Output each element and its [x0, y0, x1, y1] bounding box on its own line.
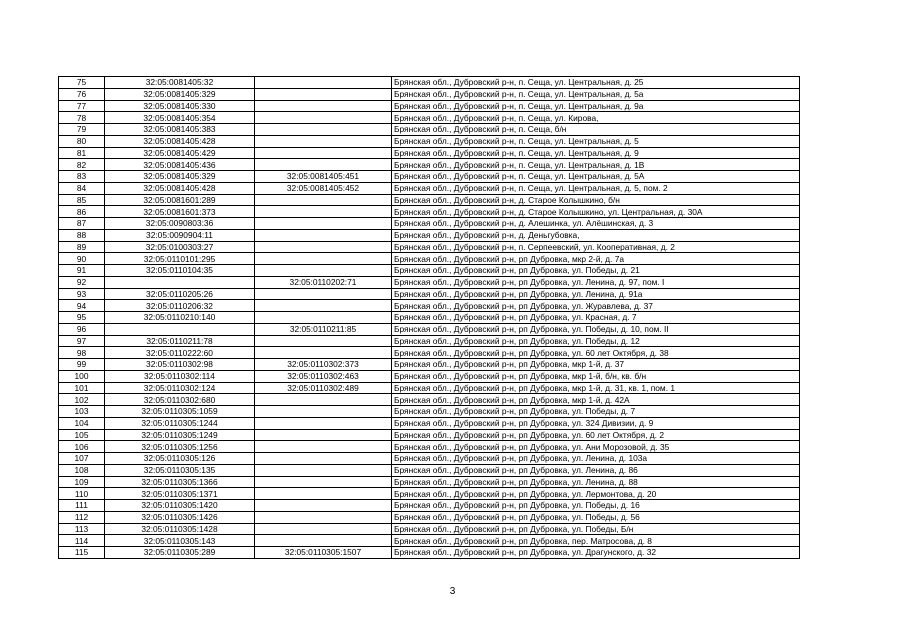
parent-cadastral-number-cell	[255, 112, 392, 124]
parent-cadastral-number-cell: 32:05:0110211:85	[255, 323, 392, 335]
row-number-cell: 79	[59, 124, 105, 136]
table-row	[59, 288, 800, 300]
table-row	[59, 511, 800, 523]
table-row	[59, 171, 800, 183]
cadastral-number-cell: 32:05:0090803:36	[105, 218, 255, 230]
address-cell: Брянская обл., Дубровский р-н, рп Дубровка, ул. Ленина, д. 88	[392, 476, 800, 488]
parent-cadastral-number-cell: 32:05:0110305:1507	[255, 547, 392, 559]
address-cell: Брянская обл., Дубровский р-н, рп Дубровка, ул. Ленина, д. 91а	[392, 288, 800, 300]
table-row	[59, 429, 800, 441]
parent-cadastral-number-cell	[255, 253, 392, 265]
cadastral-number-cell: 32:05:0081405:329	[105, 88, 255, 100]
row-number-cell: 96	[59, 323, 105, 335]
row-number-cell: 89	[59, 241, 105, 253]
cadastral-number-cell: 32:05:0110305:1420	[105, 500, 255, 512]
parent-cadastral-number-cell: 32:05:0110302:463	[255, 370, 392, 382]
address-cell: Брянская обл., Дубровский р-н, рп Дубровка, мкр 2-й, д. 7а	[392, 253, 800, 265]
address-cell: Брянская обл., Дубровский р-н, рп Дубровка, ул. Красная, д. 7	[392, 312, 800, 324]
row-number-cell: 99	[59, 359, 105, 371]
registry-table-body	[59, 77, 800, 559]
table-row	[59, 523, 800, 535]
table-row	[59, 135, 800, 147]
cadastral-number-cell: 32:05:0081405:436	[105, 159, 255, 171]
address-cell: Брянская обл., Дубровский р-н, рп Дубровка, мкр 1-й, б/н, кв. б/н	[392, 370, 800, 382]
parent-cadastral-number-cell	[255, 312, 392, 324]
address-cell: Брянская обл., Дубровский р-н, рп Дубровка, пер. Матросова, д. 8	[392, 535, 800, 547]
address-cell: Брянская обл., Дубровский р-н, рп Дубровка, ул. Победы, д. 21	[392, 265, 800, 277]
row-number-cell: 76	[59, 88, 105, 100]
table-row	[59, 241, 800, 253]
cadastral-number-cell	[105, 276, 255, 288]
row-number-cell: 111	[59, 500, 105, 512]
cadastral-number-cell: 32:05:0110305:1371	[105, 488, 255, 500]
parent-cadastral-number-cell	[255, 417, 392, 429]
cadastral-number-cell: 32:05:0110305:289	[105, 547, 255, 559]
parent-cadastral-number-cell	[255, 241, 392, 253]
row-number-cell: 107	[59, 453, 105, 465]
row-number-cell: 90	[59, 253, 105, 265]
table-row	[59, 500, 800, 512]
parent-cadastral-number-cell	[255, 429, 392, 441]
table-row	[59, 335, 800, 347]
address-cell: Брянская обл., Дубровский р-н, п. Сеща, ул. Центральная, д. 1В	[392, 159, 800, 171]
row-number-cell: 115	[59, 547, 105, 559]
cadastral-number-cell: 32:05:0110305:1256	[105, 441, 255, 453]
row-number-cell: 98	[59, 347, 105, 359]
cadastral-number-cell: 32:05:0110104:35	[105, 265, 255, 277]
row-number-cell: 101	[59, 382, 105, 394]
row-number-cell: 95	[59, 312, 105, 324]
cadastral-number-cell: 32:05:0110206:32	[105, 300, 255, 312]
table-row	[59, 323, 800, 335]
parent-cadastral-number-cell	[255, 476, 392, 488]
cadastral-number-cell: 32:05:0110305:1426	[105, 511, 255, 523]
cadastral-number-cell: 32:05:0081405:429	[105, 147, 255, 159]
address-cell: Брянская обл., Дубровский р-н, д. Старое Колышкино, ул. Центральная, д. 30А	[392, 206, 800, 218]
table-row	[59, 147, 800, 159]
parent-cadastral-number-cell	[255, 488, 392, 500]
address-cell: Брянская обл., Дубровский р-н, рп Дубровка, мкр 1-й, д. 31, кв. 1, пом. 1	[392, 382, 800, 394]
parent-cadastral-number-cell	[255, 147, 392, 159]
row-number-cell: 80	[59, 135, 105, 147]
parent-cadastral-number-cell	[255, 394, 392, 406]
cadastral-number-cell: 32:05:0110305:135	[105, 464, 255, 476]
address-cell: Брянская обл., Дубровский р-н, рп Дубровка, ул. Победы, Б/н	[392, 523, 800, 535]
parent-cadastral-number-cell	[255, 88, 392, 100]
table-row	[59, 265, 800, 277]
cadastral-number-cell: 32:05:0110305:1244	[105, 417, 255, 429]
row-number-cell: 88	[59, 229, 105, 241]
cadastral-number-cell: 32:05:0081601:373	[105, 206, 255, 218]
address-cell: Брянская обл., Дубровский р-н, рп Дубровка, мкр 1-й, д. 42А	[392, 394, 800, 406]
row-number-cell: 108	[59, 464, 105, 476]
cadastral-number-cell: 32:05:0081601:289	[105, 194, 255, 206]
page-number: 3	[449, 586, 456, 597]
row-number-cell: 84	[59, 182, 105, 194]
address-cell: Брянская обл., Дубровский р-н, рп Дубровка, ул. Ленина, д. 97, пом. I	[392, 276, 800, 288]
row-number-cell: 112	[59, 511, 105, 523]
cadastral-number-cell: 32:05:0081405:354	[105, 112, 255, 124]
table-row	[59, 547, 800, 559]
row-number-cell: 102	[59, 394, 105, 406]
address-cell: Брянская обл., Дубровский р-н, п. Сеща, ул. Центральная, д. 5	[392, 135, 800, 147]
cadastral-number-cell: 32:05:0110302:124	[105, 382, 255, 394]
parent-cadastral-number-cell	[255, 335, 392, 347]
row-number-cell: 92	[59, 276, 105, 288]
cadastral-number-cell: 32:05:0100303:27	[105, 241, 255, 253]
address-cell: Брянская обл., Дубровский р-н, п. Сеща, ул. Центральная, д. 9	[392, 147, 800, 159]
address-cell: Брянская обл., Дубровский р-н, п. Сеща, ул. Центральная, д. 5А	[392, 171, 800, 183]
address-cell: Брянская обл., Дубровский р-н, рп Дубровка, ул. 60 лет Октября, д. 38	[392, 347, 800, 359]
parent-cadastral-number-cell: 32:05:0110302:373	[255, 359, 392, 371]
cadastral-number-cell: 32:05:0081405:329	[105, 171, 255, 183]
cadastral-number-cell: 32:05:0110210:140	[105, 312, 255, 324]
cadastral-number-cell	[105, 323, 255, 335]
table-row	[59, 77, 800, 89]
table-row	[59, 453, 800, 465]
address-cell: Брянская обл., Дубровский р-н, рп Дубровка, ул. Драгунского, д. 32	[392, 547, 800, 559]
cadastral-number-cell: 32:05:0090904:11	[105, 229, 255, 241]
cadastral-number-cell: 32:05:0110302:680	[105, 394, 255, 406]
cadastral-number-cell: 32:05:0081405:428	[105, 135, 255, 147]
parent-cadastral-number-cell	[255, 124, 392, 136]
address-cell: Брянская обл., Дубровский р-н, п. Сеща, ул. Центральная, д. 5а	[392, 88, 800, 100]
row-number-cell: 114	[59, 535, 105, 547]
address-cell: Брянская обл., Дубровский р-н, рп Дубровка, ул. Ленина, д. 103а	[392, 453, 800, 465]
address-cell: Брянская обл., Дубровский р-н, п. Сеща, ул. Кирова,	[392, 112, 800, 124]
table-row	[59, 194, 800, 206]
table-row	[59, 124, 800, 136]
parent-cadastral-number-cell	[255, 229, 392, 241]
address-cell: Брянская обл., Дубровский р-н, д. Алешинка, ул. Алёшинская, д. 3	[392, 218, 800, 230]
cadastral-number-cell: 32:05:0110305:1428	[105, 523, 255, 535]
parent-cadastral-number-cell	[255, 347, 392, 359]
address-cell: Брянская обл., Дубровский р-н, п. Серпеевский, ул. Кооперативная, д. 2	[392, 241, 800, 253]
table-row	[59, 229, 800, 241]
table-row	[59, 312, 800, 324]
row-number-cell: 87	[59, 218, 105, 230]
parent-cadastral-number-cell	[255, 464, 392, 476]
address-cell: Брянская обл., Дубровский р-н, рп Дубровка, ул. Победы, д. 7	[392, 406, 800, 418]
parent-cadastral-number-cell	[255, 535, 392, 547]
address-cell: Брянская обл., Дубровский р-н, рп Дубровка, ул. Журавлева, д. 37	[392, 300, 800, 312]
row-number-cell: 83	[59, 171, 105, 183]
row-number-cell: 104	[59, 417, 105, 429]
row-number-cell: 93	[59, 288, 105, 300]
parent-cadastral-number-cell	[255, 453, 392, 465]
address-cell: Брянская обл., Дубровский р-н, рп Дубровка, мкр 1-й, д. 37	[392, 359, 800, 371]
table-row	[59, 347, 800, 359]
row-number-cell: 86	[59, 206, 105, 218]
cadastral-number-cell: 32:05:0110205:26	[105, 288, 255, 300]
row-number-cell: 105	[59, 429, 105, 441]
cadastral-number-cell: 32:05:0110222:60	[105, 347, 255, 359]
parent-cadastral-number-cell	[255, 511, 392, 523]
parent-cadastral-number-cell	[255, 300, 392, 312]
table-row	[59, 476, 800, 488]
cadastral-number-cell: 32:05:0110305:1249	[105, 429, 255, 441]
address-cell: Брянская обл., Дубровский р-н, рп Дубровка, ул. Победы, д. 12	[392, 335, 800, 347]
table-row	[59, 441, 800, 453]
address-cell: Брянская обл., Дубровский р-н, п. Сеща, ул. Центральная, д. 25	[392, 77, 800, 89]
address-cell: Брянская обл., Дубровский р-н, п. Сеща, б/н	[392, 124, 800, 136]
address-cell: Брянская обл., Дубровский р-н, рп Дубровка, ул. Победы, д. 16	[392, 500, 800, 512]
registry-table	[58, 76, 800, 559]
parent-cadastral-number-cell	[255, 100, 392, 112]
cadastral-number-cell: 32:05:0110305:1059	[105, 406, 255, 418]
row-number-cell: 91	[59, 265, 105, 277]
address-cell: Брянская обл., Дубровский р-н, рп Дубровка, ул. Победы, д. 56	[392, 511, 800, 523]
table-row	[59, 206, 800, 218]
address-cell: Брянская обл., Дубровский р-н, рп Дубровка, ул. Победы, д. 10, пом. II	[392, 323, 800, 335]
parent-cadastral-number-cell: 32:05:0081405:451	[255, 171, 392, 183]
cadastral-number-cell: 32:05:0110302:114	[105, 370, 255, 382]
table-row	[59, 182, 800, 194]
row-number-cell: 109	[59, 476, 105, 488]
parent-cadastral-number-cell	[255, 194, 392, 206]
parent-cadastral-number-cell	[255, 77, 392, 89]
table-row	[59, 159, 800, 171]
address-cell: Брянская обл., Дубровский р-н, рп Дубровка, ул. Ани Морозовой, д. 35	[392, 441, 800, 453]
row-number-cell: 81	[59, 147, 105, 159]
address-cell: Брянская обл., Дубровский р-н, рп Дубровка, ул. Ленина, д. 86	[392, 464, 800, 476]
address-cell: Брянская обл., Дубровский р-н, д. Деньгубовка,	[392, 229, 800, 241]
cadastral-number-cell: 32:05:0110302:98	[105, 359, 255, 371]
table-row	[59, 88, 800, 100]
cadastral-number-cell: 32:05:0110101:295	[105, 253, 255, 265]
parent-cadastral-number-cell	[255, 500, 392, 512]
address-cell: Брянская обл., Дубровский р-н, п. Сеща, ул. Центральная, д. 9а	[392, 100, 800, 112]
row-number-cell: 106	[59, 441, 105, 453]
table-row	[59, 488, 800, 500]
table-row	[59, 417, 800, 429]
table-row	[59, 300, 800, 312]
table-row	[59, 100, 800, 112]
row-number-cell: 97	[59, 335, 105, 347]
parent-cadastral-number-cell	[255, 406, 392, 418]
parent-cadastral-number-cell: 32:05:0110302:489	[255, 382, 392, 394]
table-row	[59, 394, 800, 406]
parent-cadastral-number-cell	[255, 441, 392, 453]
row-number-cell: 78	[59, 112, 105, 124]
address-cell: Брянская обл., Дубровский р-н, рп Дубровка, ул. 60 лет Октября, д. 2	[392, 429, 800, 441]
address-cell: Брянская обл., Дубровский р-н, рп Дубровка, ул. Лермонтова, д. 20	[392, 488, 800, 500]
row-number-cell: 77	[59, 100, 105, 112]
table-row	[59, 276, 800, 288]
table-row	[59, 535, 800, 547]
row-number-cell: 113	[59, 523, 105, 535]
parent-cadastral-number-cell: 32:05:0110202:71	[255, 276, 392, 288]
address-cell: Брянская обл., Дубровский р-н, д. Старое Колышкино, б/н	[392, 194, 800, 206]
parent-cadastral-number-cell: 32:05:0081405:452	[255, 182, 392, 194]
cadastral-number-cell: 32:05:0110305:143	[105, 535, 255, 547]
parent-cadastral-number-cell	[255, 218, 392, 230]
parent-cadastral-number-cell	[255, 159, 392, 171]
table-row	[59, 370, 800, 382]
row-number-cell: 100	[59, 370, 105, 382]
cadastral-number-cell: 32:05:0110305:126	[105, 453, 255, 465]
table-row	[59, 382, 800, 394]
row-number-cell: 75	[59, 77, 105, 89]
cadastral-number-cell: 32:05:0110305:1366	[105, 476, 255, 488]
row-number-cell: 103	[59, 406, 105, 418]
parent-cadastral-number-cell	[255, 265, 392, 277]
row-number-cell: 85	[59, 194, 105, 206]
row-number-cell: 110	[59, 488, 105, 500]
row-number-cell: 82	[59, 159, 105, 171]
table-row	[59, 218, 800, 230]
address-cell: Брянская обл., Дубровский р-н, п. Сеща, ул. Центральная, д. 5, пом. 2	[392, 182, 800, 194]
cadastral-number-cell: 32:05:0081405:383	[105, 124, 255, 136]
cadastral-number-cell: 32:05:0110211:78	[105, 335, 255, 347]
table-row	[59, 112, 800, 124]
cadastral-number-cell: 32:05:0081405:32	[105, 77, 255, 89]
parent-cadastral-number-cell	[255, 135, 392, 147]
table-row	[59, 253, 800, 265]
table-row	[59, 464, 800, 476]
parent-cadastral-number-cell	[255, 288, 392, 300]
parent-cadastral-number-cell	[255, 523, 392, 535]
cadastral-number-cell: 32:05:0081405:330	[105, 100, 255, 112]
address-cell: Брянская обл., Дубровский р-н, рп Дубровка, ул. 324 Дивизии, д. 9	[392, 417, 800, 429]
table-row	[59, 359, 800, 371]
table-row	[59, 406, 800, 418]
row-number-cell: 94	[59, 300, 105, 312]
cadastral-number-cell: 32:05:0081405:428	[105, 182, 255, 194]
parent-cadastral-number-cell	[255, 206, 392, 218]
